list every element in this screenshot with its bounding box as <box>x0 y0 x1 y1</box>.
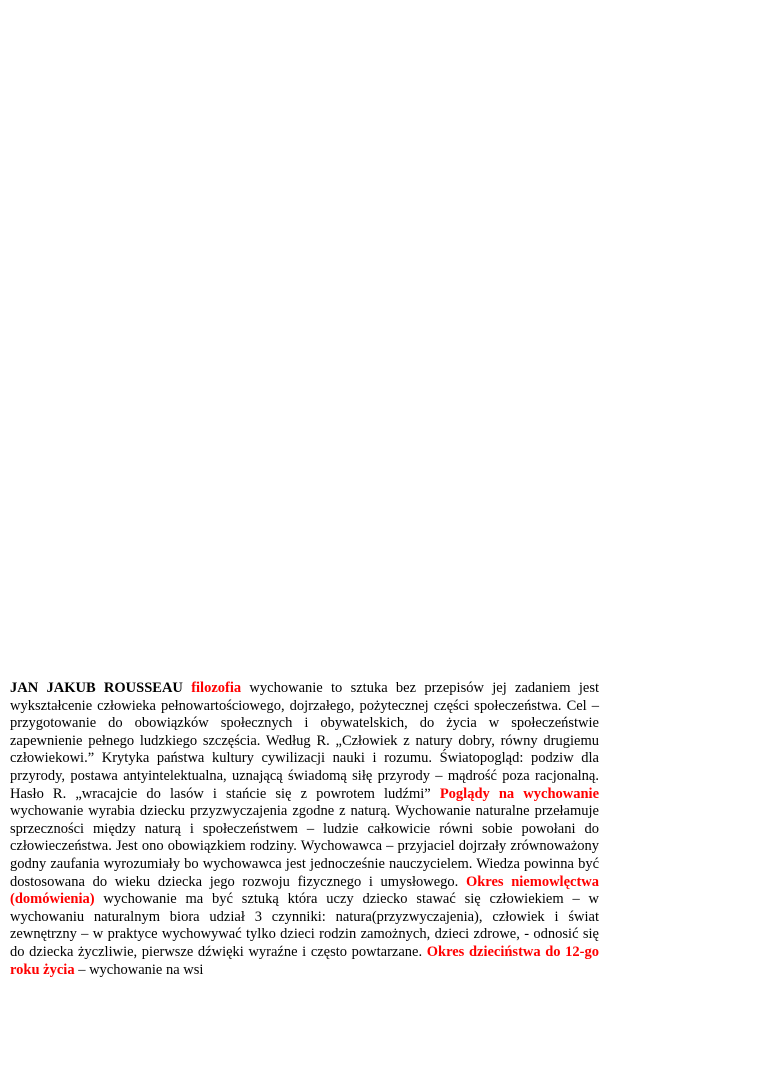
text-run: – wychowanie na wsi <box>74 961 204 978</box>
section-heading-childhood: Okres dzieciństwa do 12-go roku życia <box>10 943 600 978</box>
text-run: wychowanie to sztuka bez przepisów jej zadaniem jest wykształcenie człowieka pełnowartościowego, dojrzałego, pożytecznej części społeczeństwa. Cel – przygotowanie do obowiązków społecznych i obywatelskich, do życia w społeczeństwie zapewnienie pełnego ludzkiego szczęścia. Według R. „Człowiek z natury dobry, równy drugiemu człowiekowi.” Krytyka państwa kultury cywilizacji nauki i rozumu. Światopogląd: podziw dla przyrody, postawa antyintelektualna, uznającą świadomą siłę przyrody – mądrość poza racjonalną. Hasło R. „wracajcie do lasów i stańcie się z powrotem ludźmi” <box>10 680 599 802</box>
section-heading-upbringing-views: Poglądy na wychowanie <box>439 785 600 802</box>
text-run <box>431 786 440 802</box>
section-heading-philosophy: filozofia <box>191 680 242 696</box>
text-run: wychowanie wyrabia dziecku przyzwyczajenia zgodne z naturą. Wychowanie naturalne przełamuje sprzeczności między naturą i społeczeństwem – ludzie całkowicie równi sobie powołani do człowieczeństwa. Jest ono obowiązkiem rodziny. Wychowawca – przyjaciel dojrzały zrównoważony godny zaufania wyrozumiały bo wychowawca jest jednocześnie nauczycielem. Wiedza powinna być dostosowana do wieku dziecka jego rozwoju fizycznego i umysłowego. <box>10 803 599 890</box>
text-run <box>183 680 191 696</box>
author-name-heading: JAN JAKUB ROUSSEAU <box>10 680 183 696</box>
body-paragraph <box>10 680 599 979</box>
section-heading-infancy: Okres niemowlęctwa (domówienia) <box>10 873 599 908</box>
text-run <box>458 874 466 890</box>
text-run: wychowanie ma być sztuką która uczy dziecko stawać się człowiekiem – w wychowaniu naturalnym biora udział 3 czynniki: natura(przyzwyczajenia), człowiek i świat zewnętrzny – w praktyce wychowywać tylko dzieci rodzin zamożnych, dzieci zdrowe, - odnosić się do dziecka życzliwie, pierwsze dźwięki wyraźne i często powtarzane. <box>10 891 599 960</box>
